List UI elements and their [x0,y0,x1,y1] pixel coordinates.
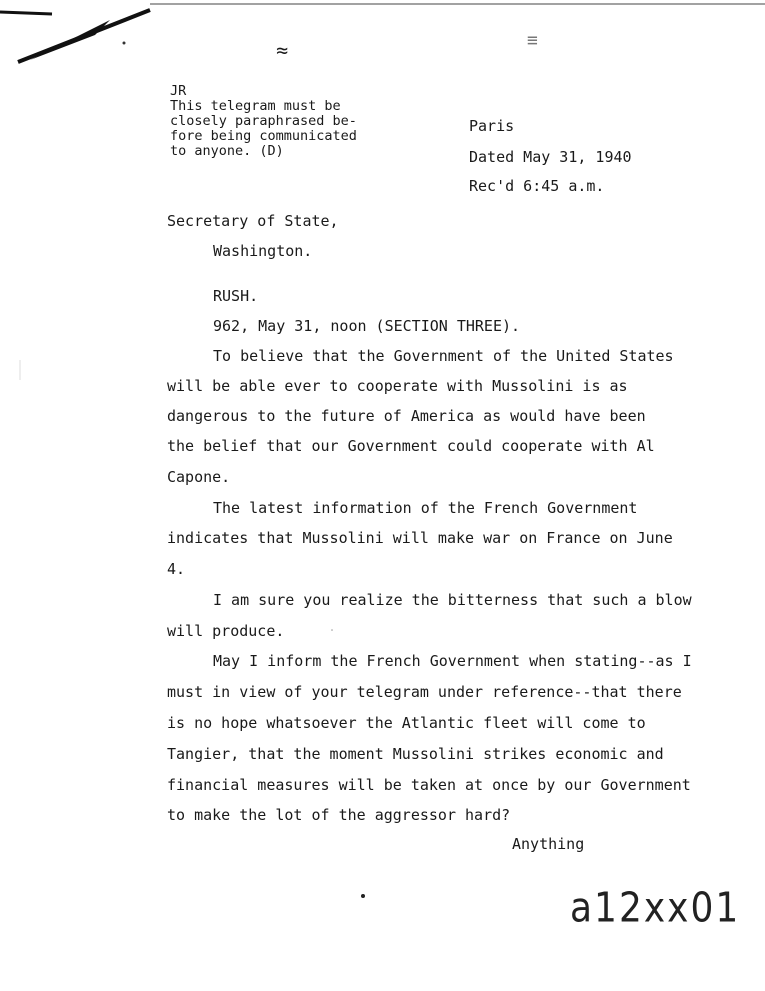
body-line: must in view of your telegram under reference--that there [167,683,682,701]
body-line: To believe that the Government of the United States [213,347,674,365]
body-line: I am sure you realize the bitterness that such a blow [213,591,692,609]
body-line: the belief that our Government could cooperate with Al [167,437,655,455]
body-line: will produce. [167,622,285,640]
continuation-word: Anything [512,835,585,853]
rush-marker: RUSH. [213,287,259,305]
body-line: Tangier, that the moment Mussolini strikes economic and [167,745,664,763]
addressee-line-1: Secretary of State, [167,212,339,230]
note-line: to anyone. (D) [170,143,284,159]
telegram-reference: 962, May 31, noon (SECTION THREE). [213,317,521,335]
body-line: May I inform the French Government when stating--as I [213,652,692,670]
top-mark-right: ≡ [527,30,539,51]
received-line: Rec'd 6:45 a.m. [469,177,605,195]
body-line: is no hope whatsoever the Atlantic fleet will come to [167,714,646,732]
note-line: fore being communicated [170,128,357,144]
body-line: dangerous to the future of America as would have been [167,407,646,425]
body-line: Capone. [167,468,231,486]
body-line: 4. [167,560,186,578]
body-line: The latest information of the French Government [213,499,638,517]
body-line: will be able ever to cooperate with Mussolini is as [167,377,628,395]
note-initials: JR [170,83,187,99]
body-line: indicates that Mussolini will make war on France on June [167,529,673,547]
place-of-origin: Paris [469,117,515,135]
top-mark-left: ≈ [276,38,289,62]
body-line: to make the lot of the aggressor hard? [167,806,511,824]
handling-note [170,84,357,159]
handwritten-file-number: a12xx01 [570,884,741,933]
note-line: closely paraphrased be- [170,113,357,129]
body-line: financial measures will be taken at once by our Government [167,776,691,794]
date-line: Dated May 31, 1940 [469,148,632,166]
scan-corner-artifact [0,0,765,80]
addressee-line-2: Washington. [213,242,313,260]
note-line: This telegram must be [170,98,341,114]
